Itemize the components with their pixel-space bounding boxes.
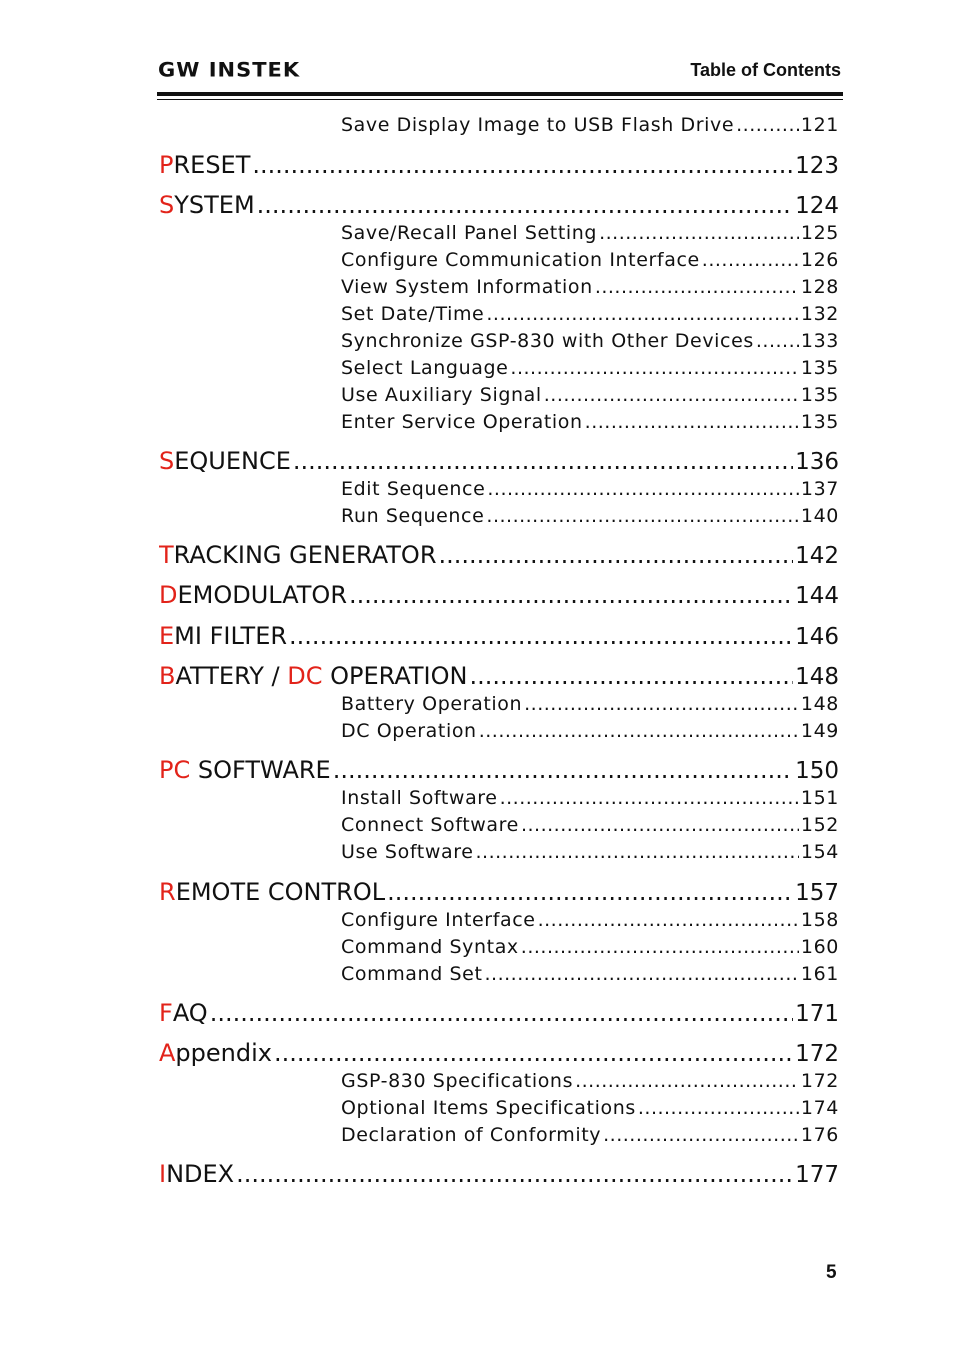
toc-subentry[interactable] (341, 787, 839, 809)
chapter-title: ATTERY / (175, 662, 288, 690)
chapter-page: 171 (795, 1001, 839, 1027)
page-number: 5 (826, 1262, 837, 1283)
toc-subentry-page: 152 (800, 814, 839, 836)
toc-subentry[interactable] (341, 384, 839, 406)
leader-dots (638, 1097, 799, 1119)
toc-chapter-system[interactable] (159, 191, 839, 219)
toc-chapter-preset[interactable] (159, 151, 839, 179)
toc-chapter-faq[interactable] (159, 999, 839, 1027)
toc-subentry[interactable] (341, 222, 839, 244)
leader-dots (349, 581, 793, 609)
toc-subentry-page: 154 (800, 841, 839, 863)
toc-subentry-label: Command Syntax (341, 936, 519, 958)
chapter-initial: I (159, 1160, 167, 1188)
chapter-title-cont: OPERATION (322, 662, 468, 690)
toc-subentry-page: 161 (800, 963, 839, 985)
chapter-title: EMOTE CONTROL (175, 878, 386, 906)
chapter-page: 142 (795, 543, 839, 569)
chapter-page: 172 (795, 1041, 839, 1067)
toc-subentry[interactable] (341, 357, 839, 379)
chapter-title: RESET (173, 151, 251, 179)
toc-subentry-label: Use Software (341, 841, 474, 863)
chapter-title: AQ (172, 999, 208, 1027)
leader-dots (521, 814, 799, 836)
toc-subentry-label: Configure Communication Interface (341, 249, 700, 271)
toc-chapter-tracking-generator[interactable] (159, 541, 839, 569)
toc-subentry-page: 126 (800, 249, 839, 271)
leader-dots (524, 693, 799, 715)
page-header (157, 54, 843, 96)
leader-dots (599, 222, 799, 244)
chapter-page: 123 (795, 153, 839, 179)
toc-subentry[interactable] (341, 814, 839, 836)
chapter-title: YSTEM (174, 191, 255, 219)
leader-dots (476, 841, 799, 863)
toc-chapter-remote-control[interactable] (159, 878, 839, 906)
leader-dots (274, 1039, 793, 1067)
chapter-initial: A (159, 1039, 176, 1067)
chapter-title: EQUENCE (174, 447, 291, 475)
toc-subentry[interactable] (341, 1097, 839, 1119)
toc-subentry-page: 137 (800, 478, 839, 500)
toc-subentry[interactable] (341, 720, 839, 742)
chapter-title-accent: DC (287, 662, 323, 690)
toc-subentry[interactable] (341, 478, 839, 500)
chapter-initial: PC (159, 756, 191, 784)
toc-subentry-page: 172 (800, 1070, 839, 1092)
toc-subentry-label: Set Date/Time (341, 303, 485, 325)
toc-subentry-page: 121 (800, 114, 839, 136)
section-title: Table of Contents (690, 60, 841, 80)
chapter-initial: P (159, 151, 174, 179)
leader-dots (486, 505, 799, 527)
chapter-title: RACKING GENERATOR (173, 541, 437, 569)
toc-subentry-label: Save/Recall Panel Setting (341, 222, 598, 244)
toc-subentry-page: 135 (800, 384, 839, 406)
chapter-initial: D (159, 581, 178, 609)
chapter-initial: R (159, 878, 176, 906)
leader-dots (756, 330, 799, 352)
toc-subentry-label: Declaration of Conformity (341, 1124, 602, 1146)
toc-subentry-page: 149 (800, 720, 839, 742)
toc-subentry[interactable] (341, 114, 839, 136)
leader-dots (595, 276, 799, 298)
toc-subentry-page: 151 (800, 787, 839, 809)
toc-subentry-label: Run Sequence (341, 505, 485, 527)
chapter-title: EMODULATOR (177, 581, 347, 609)
leader-dots (603, 1124, 799, 1146)
toc-subentry-label: Command Set (341, 963, 483, 985)
leader-dots (585, 411, 799, 433)
leader-dots (736, 114, 799, 136)
chapter-initial: E (159, 622, 175, 650)
toc-subentry-page: 128 (800, 276, 839, 298)
toc-subentry[interactable] (341, 303, 839, 325)
toc-subentry[interactable] (341, 841, 839, 863)
chapter-initial: T (159, 541, 174, 569)
toc-subentry-page: 160 (800, 936, 839, 958)
toc-subentry[interactable] (341, 411, 839, 433)
toc-subentry[interactable] (341, 276, 839, 298)
toc-subentry[interactable] (341, 936, 839, 958)
chapter-title: NDEX (166, 1160, 235, 1188)
chapter-title: MI FILTER (174, 622, 288, 650)
chapter-page: 136 (795, 449, 839, 475)
chapter-page: 148 (795, 664, 839, 690)
leader-dots (500, 787, 799, 809)
leader-dots (479, 720, 799, 742)
toc-subentry[interactable] (341, 963, 839, 985)
toc-subentry-label: Configure Interface (341, 909, 536, 931)
toc-subentry-label: View System Information (341, 276, 593, 298)
leader-dots (487, 478, 799, 500)
leader-dots (538, 909, 799, 931)
chapter-initial: S (159, 447, 175, 475)
toc-subentry[interactable] (341, 1070, 839, 1092)
toc-subentry[interactable] (341, 330, 839, 352)
leader-dots (257, 191, 793, 219)
chapter-page: 144 (795, 583, 839, 609)
leader-dots (210, 999, 793, 1027)
leader-dots (469, 662, 793, 690)
toc-subentry[interactable] (341, 505, 839, 527)
chapter-page: 146 (795, 624, 839, 650)
chapter-page: 177 (795, 1162, 839, 1188)
gwinstek-logo: GW INSTEK (158, 58, 301, 82)
leader-dots (387, 878, 793, 906)
toc-subentry-page: 148 (800, 693, 839, 715)
toc-subentry-label: Save Display Image to USB Flash Drive (341, 114, 735, 136)
toc-subentry-page: 174 (800, 1097, 839, 1119)
toc-subentry-label: DC Operation (341, 720, 477, 742)
toc-subentry-page: 135 (800, 357, 839, 379)
toc-chapter-emi-filter[interactable] (159, 622, 839, 650)
leader-dots (439, 541, 794, 569)
toc-subentry[interactable] (341, 249, 839, 271)
toc-subentry-label: Synchronize GSP-830 with Other Devices (341, 330, 754, 352)
chapter-page: 157 (795, 880, 839, 906)
leader-dots (544, 384, 799, 406)
toc-chapter-appendix[interactable] (159, 1039, 839, 1067)
leader-dots (293, 447, 793, 475)
toc-chapter-battery-dc[interactable] (159, 662, 839, 690)
toc-chapter-pc-software[interactable] (159, 756, 839, 784)
toc-subentry-label: Use Auxiliary Signal (341, 384, 542, 406)
toc-chapter-index[interactable] (159, 1160, 839, 1188)
toc-subentry-page: 125 (800, 222, 839, 244)
toc-subentry-label: Edit Sequence (341, 478, 486, 500)
leader-dots (289, 622, 793, 650)
toc-subentry-page: 140 (800, 505, 839, 527)
toc-subentry-label: Connect Software (341, 814, 519, 836)
leader-dots (486, 303, 799, 325)
leader-dots (510, 357, 799, 379)
chapter-initial: F (159, 999, 173, 1027)
toc-chapter-sequence[interactable] (159, 447, 839, 475)
leader-dots (236, 1160, 793, 1188)
toc-subentry[interactable] (341, 693, 839, 715)
chapter-page: 124 (795, 193, 839, 219)
leader-dots (702, 249, 799, 271)
chapter-initial: B (159, 662, 176, 690)
toc-subentry[interactable] (341, 909, 839, 931)
toc-subentry[interactable] (341, 1124, 839, 1146)
chapter-title: ppendix (175, 1039, 272, 1067)
toc-subentry-label: Select Language (341, 357, 509, 379)
toc-subentry-page: 176 (800, 1124, 839, 1146)
leader-dots (521, 936, 799, 958)
toc-subentry-label: Optional Items Specifications (341, 1097, 636, 1119)
leader-dots (252, 151, 793, 179)
toc-subentry-label: Install Software (341, 787, 498, 809)
toc-subentry-page: 158 (800, 909, 839, 931)
toc-subentry-page: 135 (800, 411, 839, 433)
toc-subentry-label: Enter Service Operation (341, 411, 583, 433)
chapter-title: SOFTWARE (190, 756, 331, 784)
toc-subentry-page: 133 (800, 330, 839, 352)
leader-dots (485, 963, 799, 985)
toc-subentry-label: GSP-830 Specifications (341, 1070, 574, 1092)
toc-chapter-demodulator[interactable] (159, 581, 839, 609)
chapter-page: 150 (795, 758, 839, 784)
leader-dots (333, 756, 793, 784)
chapter-initial: S (159, 191, 175, 219)
toc-subentry-page: 132 (800, 303, 839, 325)
toc-subentry-label: Battery Operation (341, 693, 523, 715)
leader-dots (575, 1070, 799, 1092)
